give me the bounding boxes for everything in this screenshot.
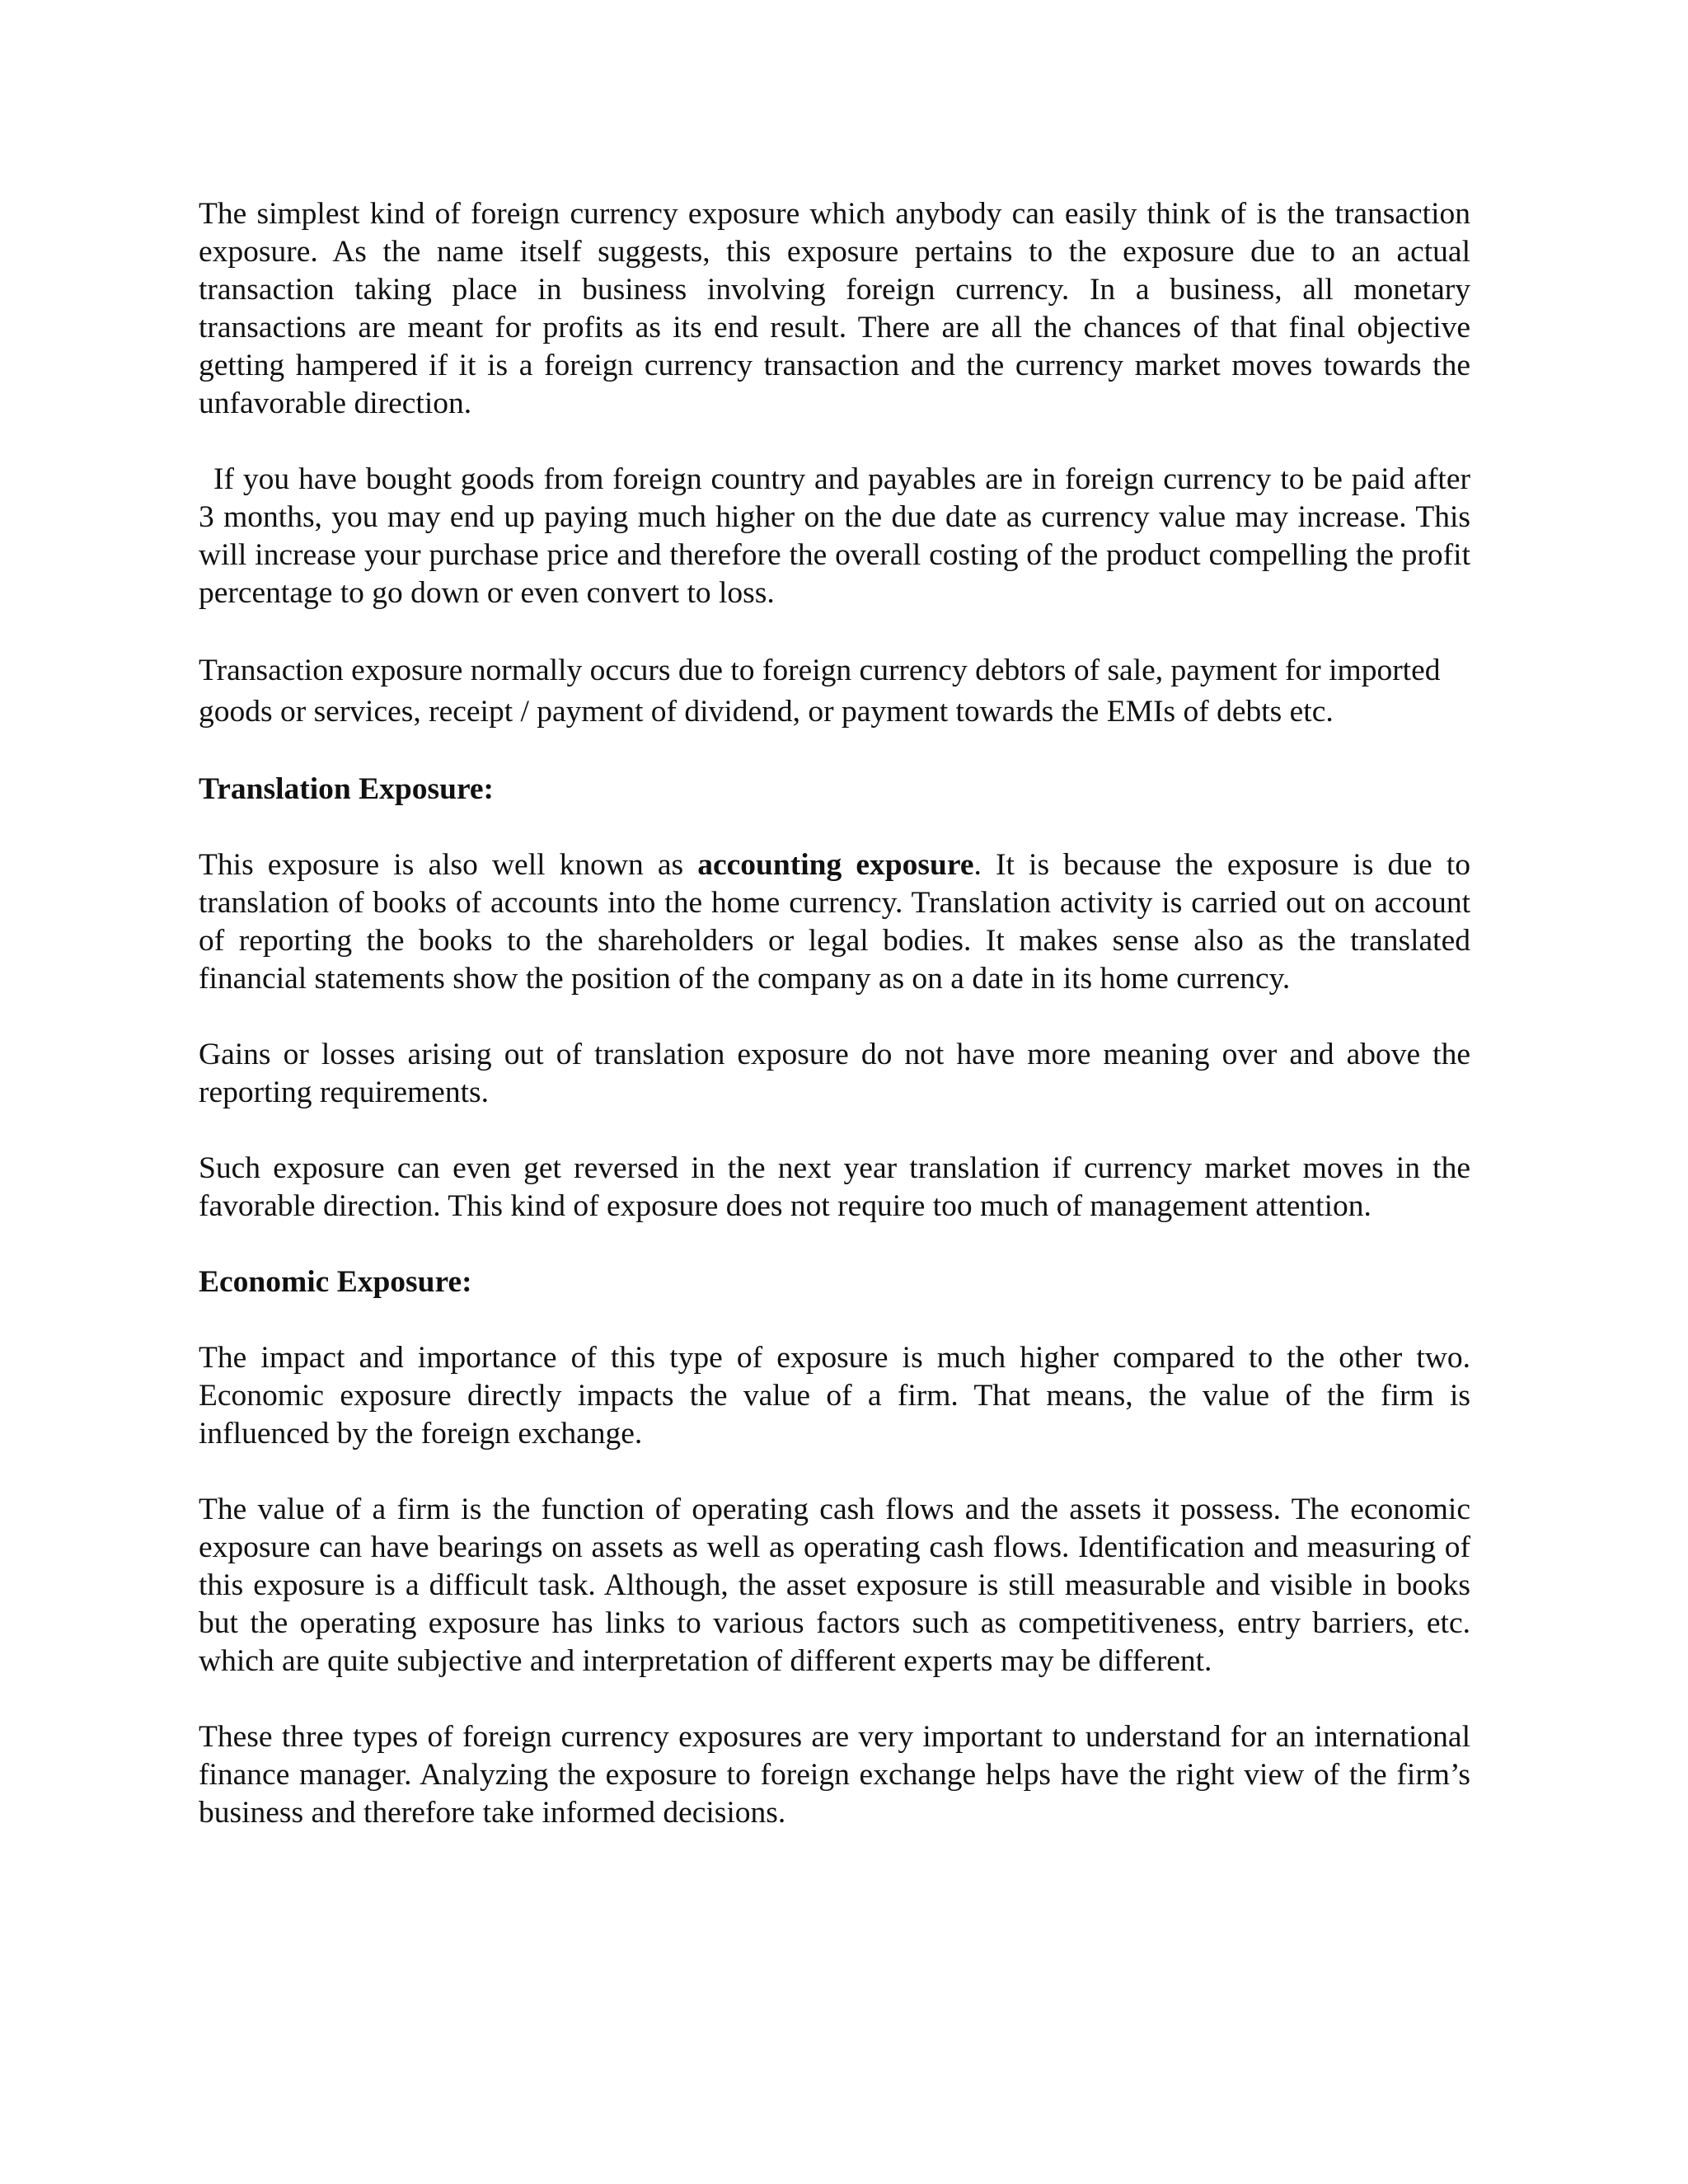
document-body [199, 195, 1470, 1870]
paragraph-firm-value: The value of a firm is the function of operating cash flows and the assets it possess. The economic exposure can have bearings on assets as well as operating cash flows. Identification and measuring of this exposure is a difficult task. Although, the asset exposure is still measurable and visible in books but the operating exposure has links to various factors such as competitiveness, entry barriers, etc. which are quite subjective and interpretation of different experts may be different. [199, 1493, 1470, 1678]
paragraph-translation-reversal: Such exposure can even get reversed in the next year translation if currency market moves in the favorable direction. This kind of exposure does not require too much of management attention. [199, 1151, 1470, 1223]
paragraph-transaction-intro: The simplest kind of foreign currency exposure which anybody can easily think of is the transaction exposure. As the name itself suggests, this exposure pertains to the exposure due to an actual transaction taking place in business involving foreign currency. In a business, all monetary transactions are meant for profits as its end result. There are all the chances of that final objective getting hampered if it is a foreign currency transaction and the currency market moves towards the unfavorable direction. [199, 197, 1470, 420]
paragraph-economic-impact: The impact and importance of this type of exposure is much higher compared to the other two. Economic exposure directly impacts the value of a firm. That means, the value of the firm is influenced by the foreign exchange. [199, 1341, 1470, 1451]
paragraph-translation-text-start: This exposure is also well known as [199, 848, 698, 882]
paragraph-translation-text-end: . It is because the exposure is due to translation of books of accounts into the home currency. Translation activity is carried out on account of reporting the books to the shareholders or legal bodies. It makes sense also as the translated financial statements show the position of the company as on a date in its home currency. [199, 848, 1471, 996]
paragraph-transaction-causes: Transaction exposure normally occurs due to foreign currency debtors of sale, payment for imported goods or services, receipt / payment of dividend, or payment towards the EMIs of debts etc. [199, 654, 1441, 729]
heading-economic-exposure: Economic Exposure: [199, 1265, 472, 1299]
accounting-exposure-term: accounting exposure [697, 848, 974, 882]
paragraph-translation-gains: Gains or losses arising out of translation exposure do not have more meaning over and above the reporting requirements. [199, 1038, 1470, 1109]
paragraph-conclusion: These three types of foreign currency exposures are very important to understand for an international finance manager. Analyzing the exposure to foreign exchange helps have the right view of the firm’s business and therefore take informed decisions. [199, 1720, 1470, 1830]
paragraph-payables-example: If you have bought goods from foreign country and payables are in foreign currency to be paid after 3 months, you may end up paying much higher on the due date as currency value may increase. This will increase your purchase price and therefore the overall costing of the product compelling the profit percentage to go down or even convert to loss. [199, 462, 1470, 610]
paragraph-translation-definition [199, 846, 1470, 998]
heading-translation-exposure: Translation Exposure: [199, 772, 495, 806]
